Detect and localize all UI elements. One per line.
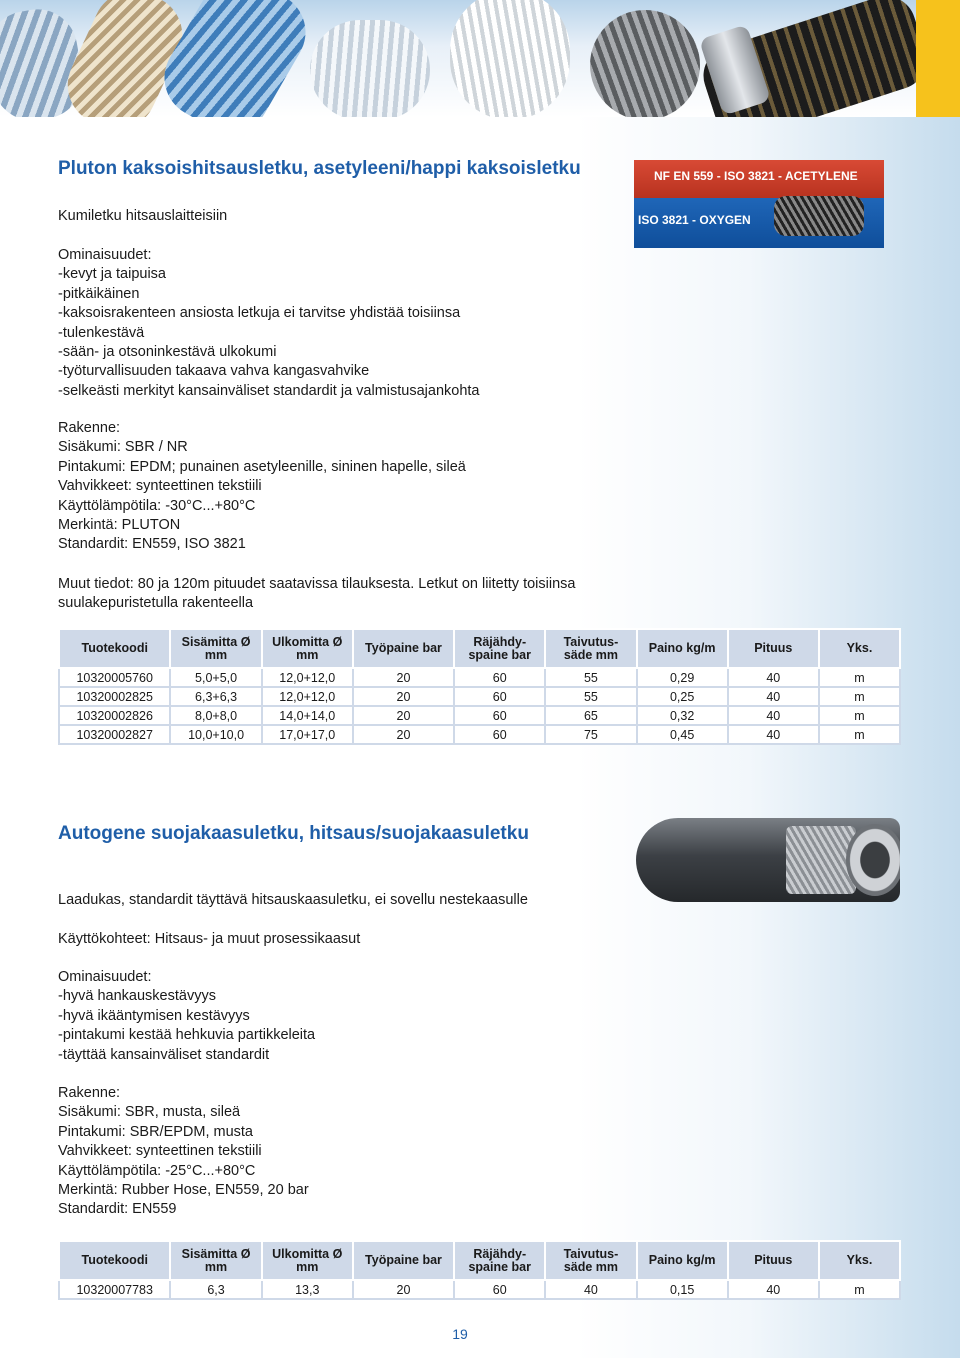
table-cell: 10320002827 <box>59 725 170 744</box>
table-cell: 0,45 <box>637 725 728 744</box>
column-header: Paino kg/m <box>637 629 728 668</box>
oxygen-label: ISO 3821 - OXYGEN <box>638 213 751 227</box>
list-item: Pintakumi: SBR/EPDM, musta <box>58 1123 253 1140</box>
table-cell: 60 <box>454 725 545 744</box>
hose-image <box>590 10 700 117</box>
list-item: -kaksoisrakenteen ansiosta letkuja ei tarvitse yhdistää toisiinsa <box>58 305 461 322</box>
table-cell: 6,3+6,3 <box>170 687 261 706</box>
column-header: Sisämitta Ø mm <box>170 1241 261 1280</box>
product-subtitle: Kumiletku hitsauslaitteisiin <box>58 208 228 224</box>
table-cell: m <box>819 687 900 706</box>
column-header: Sisämitta Ø mm <box>170 629 261 668</box>
table-cell: 20 <box>353 668 454 687</box>
construction-list <box>58 1084 309 1220</box>
table-cell: 40 <box>728 668 819 687</box>
table-cell: 10320002826 <box>59 706 170 725</box>
list-item: -pitkäikäinen <box>58 285 140 302</box>
column-header: Ulkomitta Ø mm <box>262 1241 353 1280</box>
table-cell: 10320002825 <box>59 687 170 706</box>
list-item: Vahvikkeet: synteettinen tekstiili <box>58 478 262 495</box>
page-number: 19 <box>452 1326 468 1342</box>
table-cell: 8,0+8,0 <box>170 706 261 725</box>
column-header: Työpaine bar <box>353 1241 454 1280</box>
list-item: Pintakumi: EPDM; punainen asetyleenille, sininen hapelle, sileä <box>58 458 466 475</box>
construction-list <box>58 419 466 555</box>
table-row <box>59 706 900 725</box>
list-item: Käyttölämpötila: -25°C...+80°C <box>58 1162 256 1179</box>
column-header: Yks. <box>819 1241 900 1280</box>
table-cell: 40 <box>728 706 819 725</box>
column-header: Yks. <box>819 629 900 668</box>
list-item: -hyvä ikääntymisen kestävyys <box>58 1007 250 1024</box>
usage-text: Käyttökohteet: Hitsaus- ja muut prosessikaasut <box>58 931 361 947</box>
table-cell: 40 <box>728 725 819 744</box>
column-header: Tuotekoodi <box>59 629 170 668</box>
table-cell: 20 <box>353 706 454 725</box>
table-cell: m <box>819 725 900 744</box>
section-title: Pluton kaksoishitsausletku, asetyleeni/happi kaksoisletku <box>58 158 581 179</box>
table-cell: 55 <box>545 687 636 706</box>
column-header: Ulkomitta Ø mm <box>262 629 353 668</box>
table-cell: 40 <box>728 687 819 706</box>
table-cell: 12,0+12,0 <box>262 687 353 706</box>
column-header: Työpaine bar <box>353 629 454 668</box>
spec-table <box>58 628 901 745</box>
table-cell: 10320005760 <box>59 668 170 687</box>
column-header: Taivutus-säde mm <box>545 629 636 668</box>
list-item: Ominaisuudet: <box>58 969 152 985</box>
table-cell: 20 <box>353 1280 454 1299</box>
list-item: Sisäkumi: SBR, musta, sileä <box>58 1104 241 1121</box>
list-item: -kevyt ja taipuisa <box>58 266 166 283</box>
spec-table <box>58 1240 901 1300</box>
table-cell: 60 <box>454 706 545 725</box>
table-row <box>59 668 900 687</box>
section-title: Autogene suojakaasuletku, hitsaus/suojakaasuletku <box>58 823 529 844</box>
list-item: Käyttölämpötila: -30°C...+80°C <box>58 497 256 514</box>
table-cell: 55 <box>545 668 636 687</box>
list-item: Standardit: EN559, ISO 3821 <box>58 536 246 553</box>
table-row <box>59 1280 900 1299</box>
column-header: Tuotekoodi <box>59 1241 170 1280</box>
list-item: -tulenkestävä <box>58 324 145 341</box>
table-cell: 60 <box>454 668 545 687</box>
table-cell: 0,15 <box>637 1280 728 1299</box>
table-cell: 13,3 <box>262 1280 353 1299</box>
table-cell: 40 <box>545 1280 636 1299</box>
column-header: Räjähdy-spaine bar <box>454 1241 545 1280</box>
column-header: Räjähdy-spaine bar <box>454 629 545 668</box>
table-cell: 0,25 <box>637 687 728 706</box>
table-cell: 6,3 <box>170 1280 261 1299</box>
list-item: -selkeästi merkityt kansainväliset standardit ja valmistusajankohta <box>58 382 480 399</box>
table-header-row <box>59 1241 900 1280</box>
table-cell: 14,0+14,0 <box>262 706 353 725</box>
list-item: -työturvallisuuden takaava vahva kangasvahvike <box>58 363 370 380</box>
table-header-row <box>59 629 900 668</box>
autogene-hose-image <box>636 818 900 902</box>
table-cell: 12,0+12,0 <box>262 668 353 687</box>
table-cell: 20 <box>353 725 454 744</box>
table-cell: 0,29 <box>637 668 728 687</box>
table-cell: 10320007783 <box>59 1280 170 1299</box>
table-cell: m <box>819 668 900 687</box>
pluton-hose-image <box>634 160 884 248</box>
properties-list <box>58 968 315 1065</box>
list-item: Merkintä: PLUTON <box>58 517 181 534</box>
yellow-accent-bar <box>916 0 960 117</box>
table-cell: 20 <box>353 687 454 706</box>
list-item: -pintakumi kestää hehkuvia partikkeleita <box>58 1027 316 1044</box>
column-header: Paino kg/m <box>637 1241 728 1280</box>
hose-image <box>310 20 430 117</box>
table-cell: 60 <box>454 687 545 706</box>
hose-image <box>450 0 570 117</box>
table-cell: m <box>819 706 900 725</box>
list-item: Sisäkumi: SBR / NR <box>58 439 188 456</box>
table-cell: 65 <box>545 706 636 725</box>
table-cell: m <box>819 1280 900 1299</box>
column-header: Taivutus-säde mm <box>545 1241 636 1280</box>
list-item: Standardit: EN559 <box>58 1201 177 1218</box>
list-item: -sään- ja otsoninkestävä ulkokumi <box>58 344 277 361</box>
properties-list <box>58 246 480 401</box>
table-cell: 40 <box>728 1280 819 1299</box>
list-item: Ominaisuudet: <box>58 247 152 263</box>
header-banner-image <box>0 0 960 117</box>
intro-text: Laadukas, standardit täyttävä hitsauskaasuletku, ei sovellu nestekaasulle <box>58 892 528 908</box>
table-cell: 10,0+10,0 <box>170 725 261 744</box>
list-item: -hyvä hankauskestävyys <box>58 988 216 1005</box>
list-item: Rakenne: <box>58 420 121 436</box>
list-item: Merkintä: Rubber Hose, EN559, 20 bar <box>58 1182 309 1199</box>
column-header: Pituus <box>728 1241 819 1280</box>
list-item: -täyttää kansainväliset standardit <box>58 1046 270 1063</box>
table-cell: 5,0+5,0 <box>170 668 261 687</box>
column-header: Pituus <box>728 629 819 668</box>
table-cell: 0,32 <box>637 706 728 725</box>
table-cell: 17,0+17,0 <box>262 725 353 744</box>
table-cell: 75 <box>545 725 636 744</box>
table-row <box>59 687 900 706</box>
acetylene-label: NF EN 559 - ISO 3821 - ACETYLENE <box>654 169 858 183</box>
note-text: Muut tiedot: 80 ja 120m pituudet saatavissa tilauksesta. Letkut on liitetty toisiinsa suulakepuristetulla rakenteella <box>58 576 576 612</box>
table-cell: 60 <box>454 1280 545 1299</box>
list-item: Rakenne: <box>58 1085 121 1101</box>
table-row <box>59 725 900 744</box>
list-item: Vahvikkeet: synteettinen tekstiili <box>58 1143 262 1160</box>
